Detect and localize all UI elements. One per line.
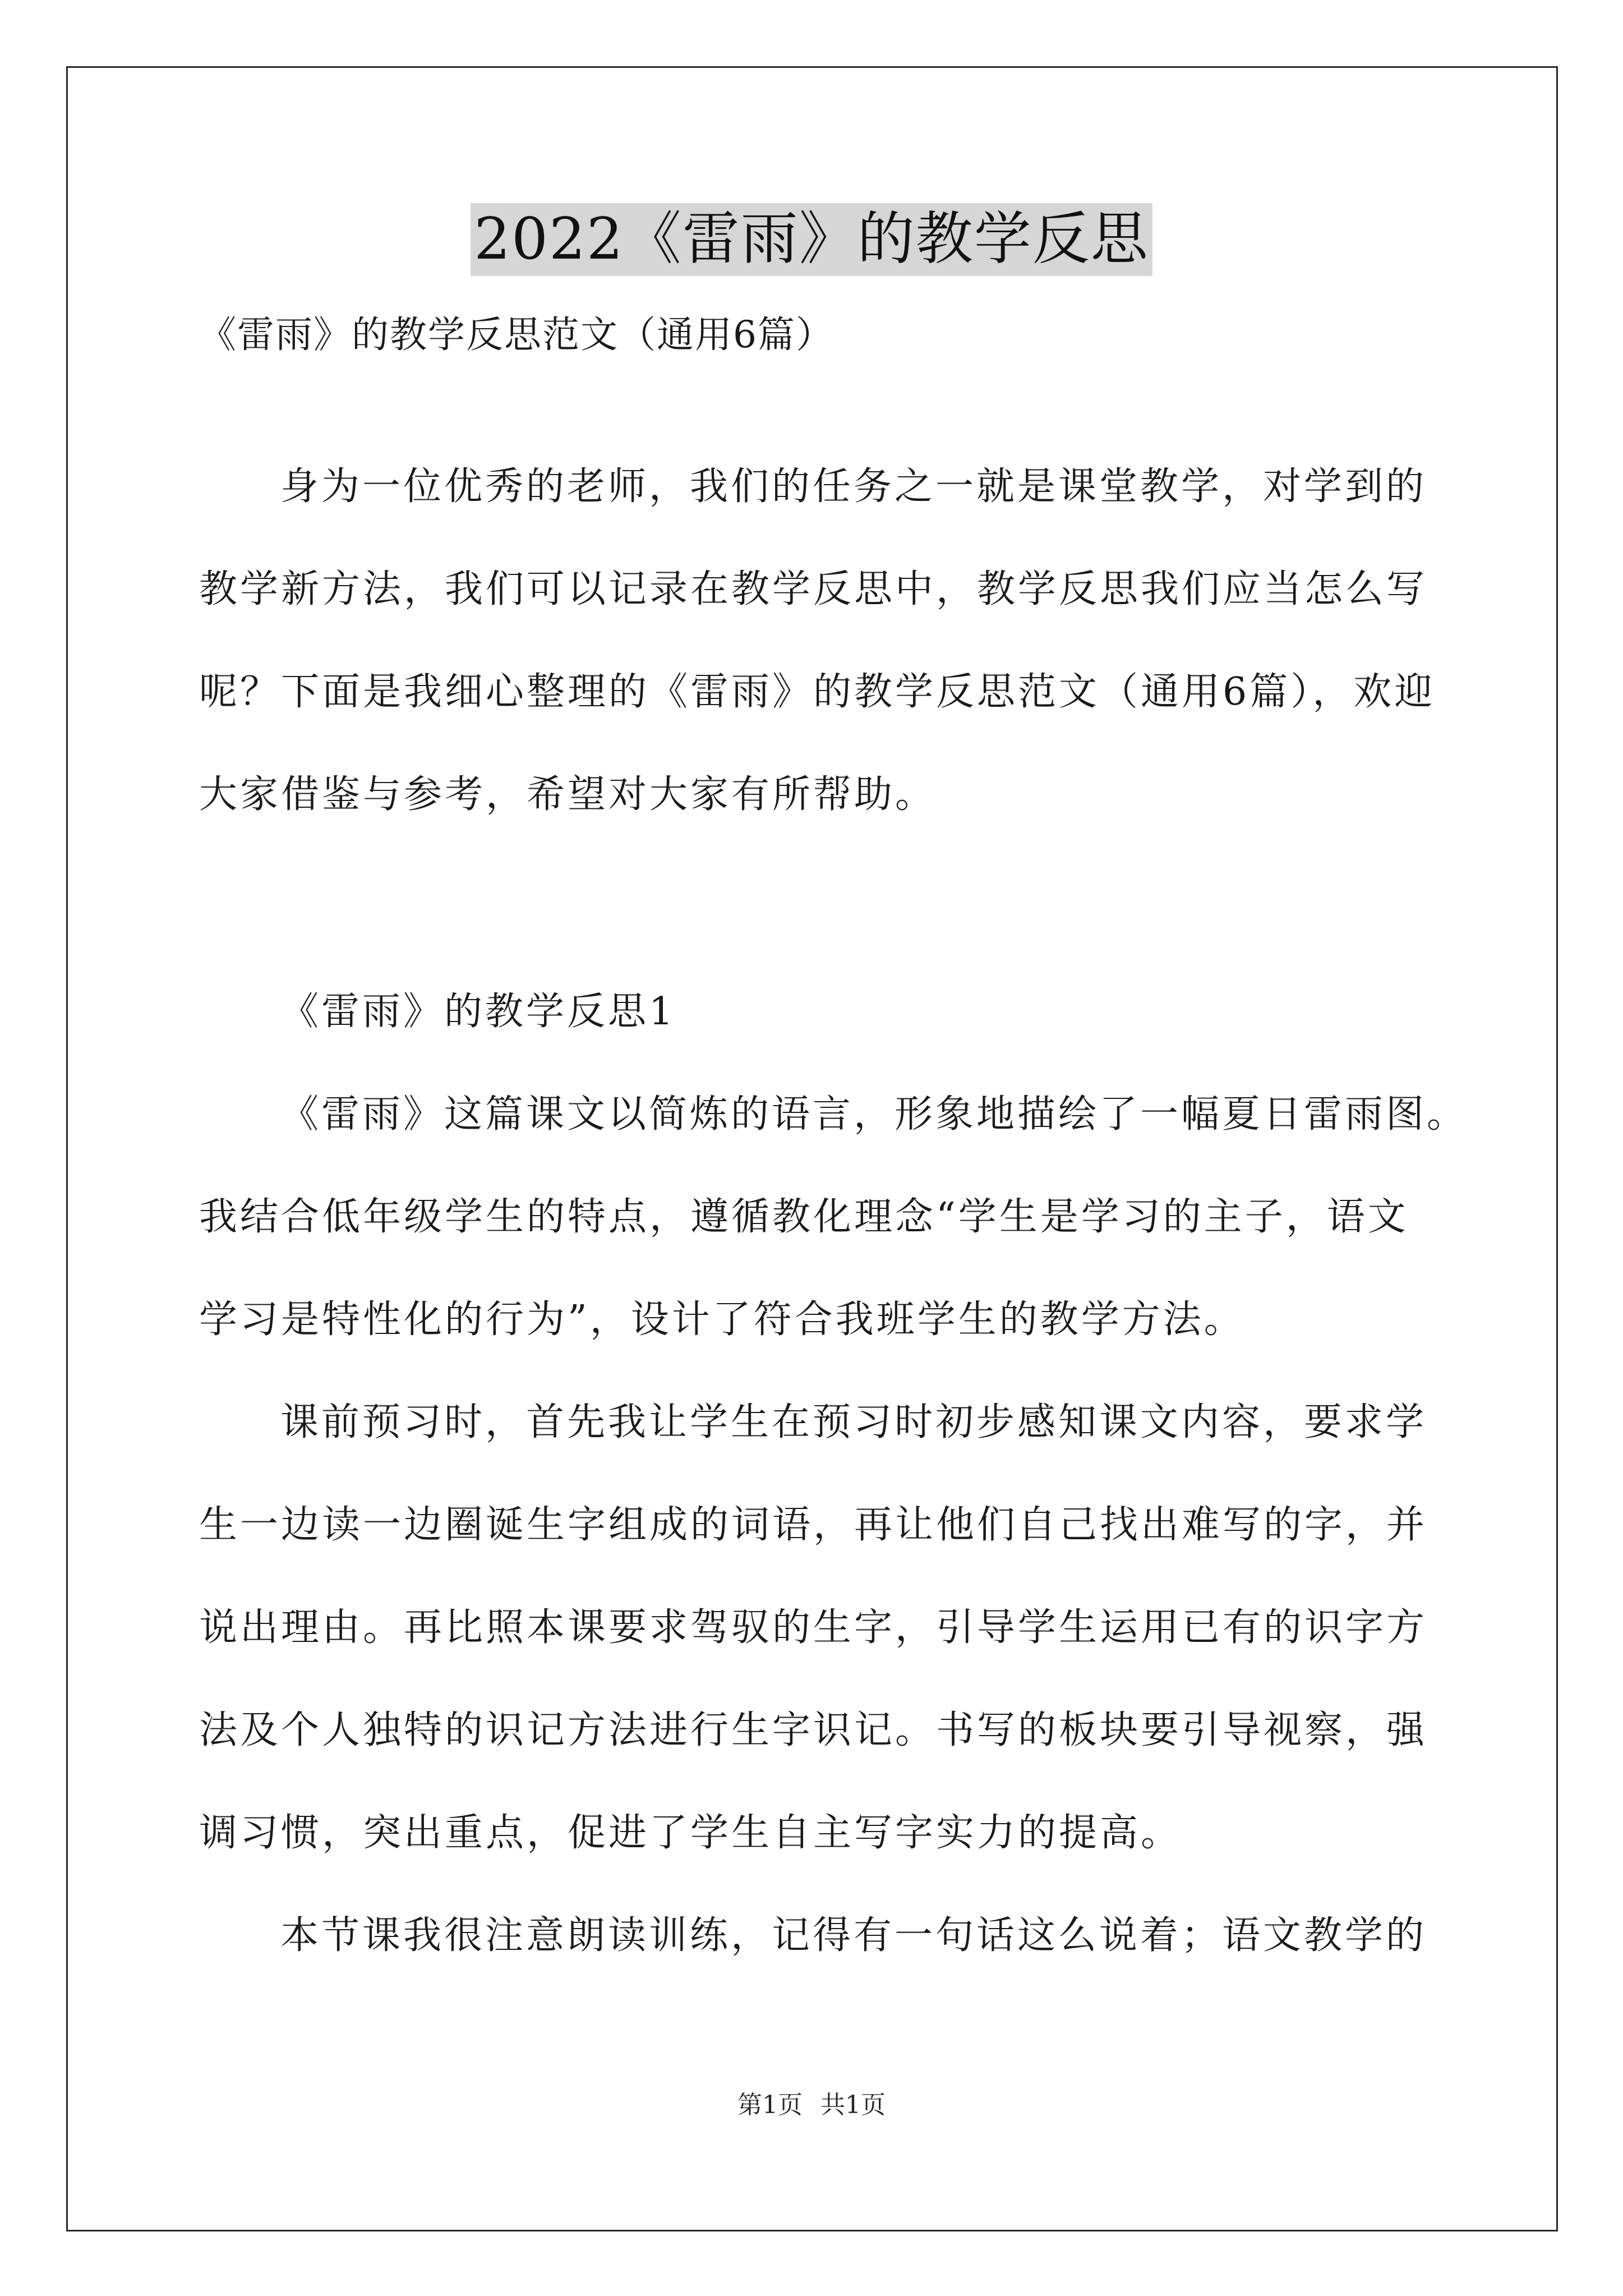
paragraph-2-line-1: 课前预习时，首先我让学生在预习时初步感知课文内容，要求学 <box>280 1400 1427 1444</box>
intro-line-1: 身为一位优秀的老师，我们的任务之一就是课堂教学，对学到的 <box>280 464 1427 509</box>
title-wrap <box>0 203 1623 276</box>
paragraph-2-line-2: 生一边读一边圈诞生字组成的词语，再让他们自己找出难写的字，并 <box>199 1503 1428 1547</box>
paragraph-1-line-1: 《雷雨》这篇课文以简炼的语言，形象地描绘了一幅夏日雷雨图。 <box>280 1092 1468 1137</box>
page-number-label: 第1页 <box>737 2091 803 2119</box>
paragraph-1-line-3: 学习是特性化的行为”，设计了符合我班学生的教学方法。 <box>199 1297 1245 1342</box>
paragraph-2-line-4: 法及个人独特的识记方法进行生字识记。书写的板块要引导视察，强 <box>199 1708 1428 1752</box>
paragraph-1-line-2: 我结合低年级学生的特点，遵循教化理念“学生是学习的主子，语文 <box>199 1195 1409 1239</box>
document-subtitle: 《雷雨》的教学反思范文（通用6篇） <box>199 313 834 356</box>
section-heading: 《雷雨》的教学反思1 <box>280 990 676 1034</box>
intro-line-2: 教学新方法，我们可以记录在教学反思中，教学反思我们应当怎么写 <box>199 567 1428 611</box>
intro-line-3: 呢？下面是我细心整理的《雷雨》的教学反思范文（通用6篇），欢迎 <box>199 670 1436 714</box>
paragraph-3-line-1: 本节课我很注意朗读训练，记得有一句话这么说着；语文教学的 <box>280 1913 1427 1958</box>
document-title: 2022《雷雨》的教学反思 <box>471 203 1152 276</box>
page-footer <box>0 2088 1623 2122</box>
intro-line-4: 大家借鉴与参考，希望对大家有所帮助。 <box>199 772 937 817</box>
paragraph-2-line-5: 调习惯，突出重点，促进了学生自主写字实力的提高。 <box>199 1811 1182 1855</box>
total-pages-label: 共1页 <box>820 2091 886 2119</box>
page-border <box>66 66 1558 2231</box>
paragraph-2-line-3: 说出理由。再比照本课要求驾驭的生字，引导学生运用已有的识字方 <box>199 1605 1428 1650</box>
